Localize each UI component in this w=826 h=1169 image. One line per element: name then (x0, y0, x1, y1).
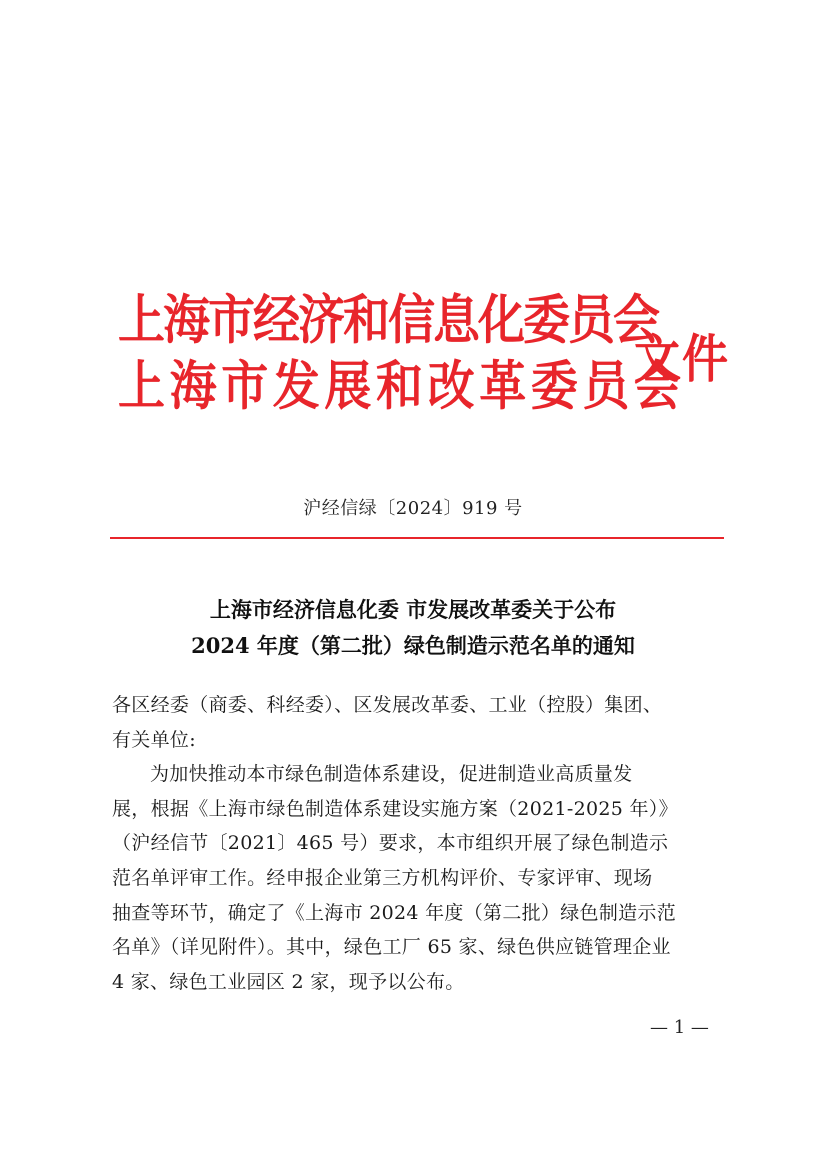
paragraph-line: 4 家、绿色工业园区 2 家，现予以公布。 (112, 970, 465, 993)
addressee-line: 各区经委（商委、科经委）、区发展改革委、工业（控股）集团、 (112, 694, 663, 716)
addressee-line: 有关单位: (112, 728, 196, 751)
document-type-label: 文件 (634, 328, 730, 390)
body-paragraph (112, 757, 724, 999)
notice-body (112, 688, 724, 999)
paragraph-line: 展，根据《上海市绿色制造体系建设实施方案（2021-2025 年）》 (112, 797, 678, 820)
paragraph-line: 抽查等环节，确定了《上海市 2024 年度（第二批）绿色制造示范 (112, 901, 677, 924)
notice-title (0, 592, 826, 664)
page-number: — 1 — (650, 1017, 709, 1038)
addressee (112, 688, 724, 757)
issuer-economy-informatization-commission: 上海市经济和信息化委员会 (118, 289, 658, 352)
issuer-development-reform-commission: 上海市发展和改革委员会 (118, 355, 686, 418)
paragraph-line: 范名单评审工作。经申报企业第三方机构评价、专家评审、现场 (112, 866, 653, 889)
red-divider-line (110, 537, 724, 539)
paragraph-line: 为加快推动本市绿色制造体系建设，促进制造业高质量发 (150, 763, 633, 786)
title-line: 2024 年度（第二批）绿色制造示范名单的通知 (191, 633, 635, 658)
paragraph-line: 名单》（详见附件）。其中，绿色工厂 65 家、绿色供应链管理企业 (112, 936, 671, 959)
paragraph-line: （沪经信节〔2021〕465 号）要求，本市组织开展了绿色制造示 (112, 832, 669, 855)
title-line: 上海市经济信息化委 市发展改革委关于公布 (209, 597, 617, 622)
document-number: 沪经信绿〔2024〕919 号 (303, 498, 523, 519)
